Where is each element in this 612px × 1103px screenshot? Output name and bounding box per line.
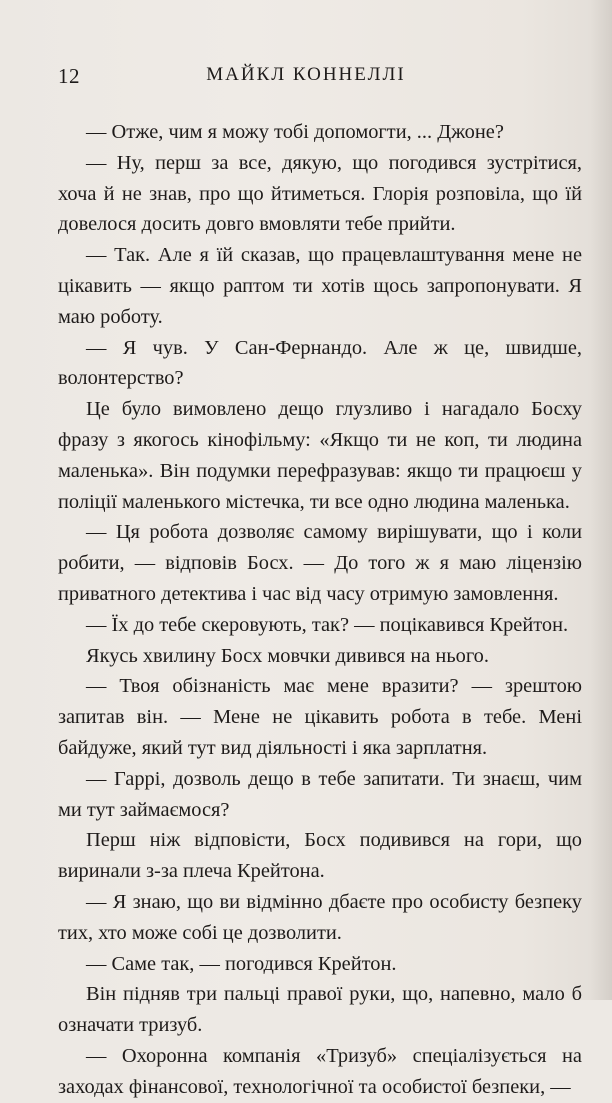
page-edge-shadow xyxy=(590,0,612,1000)
paragraph: Це було вимовлено дещо глузливо і нагадало Босху фразу з якогось кінофільму: «Якщо ти не коп, ти людина маленька». Він подумки перефразував: якщо ти працюєш у поліції маленького містечка, ти все одно людина маленька. xyxy=(58,398,582,513)
paragraph: Він підняв три пальці правої руки, що, напевно, мало б означати тризуб. xyxy=(58,983,582,1037)
paragraph: — Їх до тебе скеровують, так? — поцікавився Крейтон. xyxy=(86,613,569,636)
paragraph: — Я знаю, що ви відмінно дбаєте про особисту безпеку тих, хто може собі це дозволити. xyxy=(58,890,582,944)
paragraph: Перш ніж відповісти, Босх подивився на гори, що виринали з-за плеча Крейтона. xyxy=(58,829,582,883)
body-text xyxy=(58,117,582,1103)
paragraph: — Ця робота дозволяє самому вирішувати, що і коли робити, — відповів Босх. — До того ж я маю ліцензію приватного детектива і час від часу отримую замовлення. xyxy=(58,521,582,605)
page-number: 12 xyxy=(58,64,80,88)
paragraph: — Гаррі, дозволь дещо в тебе запитати. Ти знаєш, чим ми тут займаємося? xyxy=(58,767,582,821)
paragraph: — Ну, перш за все, дякую, що погодився зустрітися, хоча й не знав, про що йтиметься. Глорія розповіла, що їй довелося досить довго вмовляти тебе прийти. xyxy=(58,151,582,236)
paragraph: Якусь хвилину Босх мовчки дивився на нього. xyxy=(86,644,489,667)
paragraph: — Я чув. У Сан-Фернандо. Але ж це, швидше, волонтерство? xyxy=(58,336,582,390)
paragraph: — Твоя обізнаність має мене вразити? — зрештою запитав він. — Мене не цікавить робота в тебе. Мені байдуже, який тут вид діяльності і яка зарплатня. xyxy=(58,675,582,759)
page-header xyxy=(58,64,554,94)
paragraph: — Саме так, — погодився Крейтон. xyxy=(86,952,397,975)
paragraph: — Отже, чим я можу тобі допомогти, ... Джоне? xyxy=(86,121,504,143)
paragraph: — Так. Але я їй сказав, що працевлаштування мене не цікавить — якщо раптом ти хотів щось запропонувати. Я маю роботу. xyxy=(58,244,582,328)
running-head-author: МАЙКЛ КОННЕЛЛІ xyxy=(206,64,406,85)
paragraph: — Охоронна компанія «Тризуб» спеціалізується на заходах фінансової, технологічної та особистої безпеки, — xyxy=(58,1044,582,1098)
